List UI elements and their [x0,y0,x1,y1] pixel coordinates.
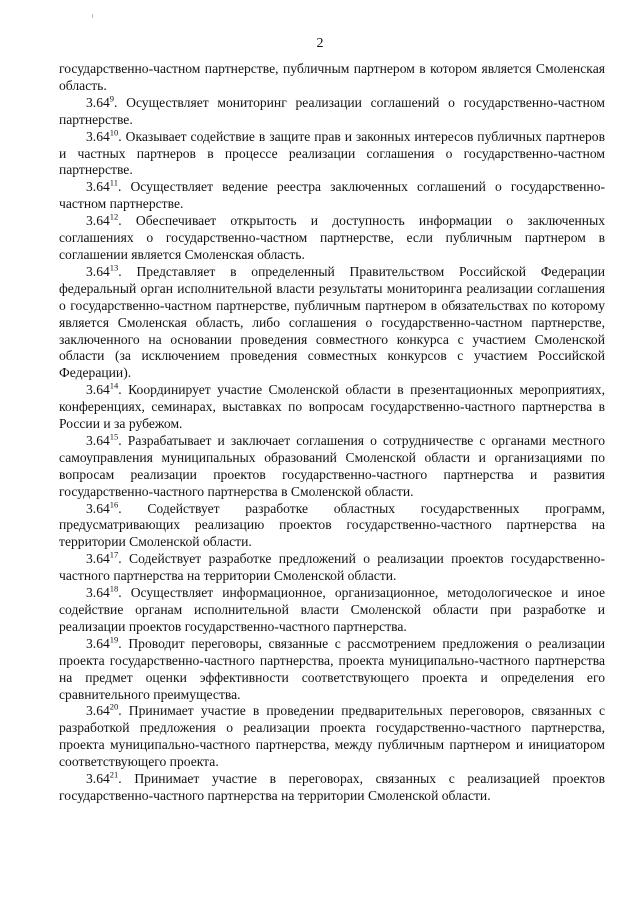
paragraph-number-superscript: 18 [109,583,119,594]
paragraph-number: 3.64$^{21}$. [86,769,135,787]
document-body [59,61,605,805]
paragraph-number-superscript: 20 [109,701,119,712]
paragraph-number: 3.64$^{10}$. [86,127,126,144]
paragraph-3-64-20 [59,703,605,771]
paragraph-3-64-17 [59,551,605,585]
paragraph-number-superscript: 12 [109,211,119,222]
paragraph-3-64-15 [59,433,605,501]
paragraph-number-superscript: 16 [109,499,119,510]
paragraph-3-64-12 [59,213,605,264]
paragraph-number-superscript: 14 [109,380,119,391]
paragraph-3-64-16 [59,501,605,552]
paragraph-text: Осуществляет мониторинг реализации соглашений о государственно-частном партнерстве. [59,94,606,127]
paragraph-number-superscript: 17 [109,549,119,560]
paragraph-number-superscript: 19 [109,634,119,645]
paragraph-number: 3.64$^{14}$. [86,380,129,398]
paragraph-number: 3.64$^{18}$. [86,583,131,601]
scan-artifact [92,14,93,18]
paragraph-number: 3.64$^{13}$. [86,262,137,279]
paragraph-text: Принимает участие в переговорах, связанных с реализацией проектов государственно-частного партнерства на территории Смоленской области. [59,771,605,803]
paragraph-continuation [59,61,605,95]
paragraph-number: 3.64$^{17}$. [86,549,130,567]
paragraph-number: 3.64$^9$. [86,93,127,110]
paragraph-text: Содействует разработке предложений о реализации проектов государственно-частного партнерства на территории Смоленской области. [59,551,606,584]
paragraph-text: Разрабатывает и заключает соглашения о сотрудничестве с органами местного самоуправления муниципальных образований Смоленской области и организациями по вопросам реализации проектов государственно-частного партнерства и развития государственно-частного партнерства в Смоленской области. [59,432,605,499]
paragraph-number-superscript: 9 [109,93,115,104]
paragraph-number: 3.64$^{20}$. [86,701,129,719]
paragraph-text: Координирует участие Смоленской области в презентационных мероприятиях, конференциях, семинарах, выставках по вопросам государственно-частного партнерства в России и за рубежом. [59,382,606,432]
paragraph-3-64-21 [59,771,605,805]
paragraph-text: Оказывает содействие в защите прав и законных интересов публичных партнеров и частных партнеров в процессе реализации соглашения о государственно-частном партнерстве. [59,128,605,178]
paragraph-number: 3.64$^{15}$. [86,431,128,448]
paragraph-text: Представляет в определенный Правительством Российской Федерации федеральный орган исполнительной власти результаты мониторинга реализации соглашения о государственно-частном партнерстве, публичным партнером в обязательствах по которому является Смоленская область, либо соглашения о государственно-частном партнерстве, заключенного на основании проведения совместного конкурса с участием Смоленской области (за исключением проведения совместных конкурсов с участием Российской Федерации). [59,263,605,381]
paragraph-3-64-13 [59,264,605,382]
paragraph-text: Обеспечивает открытость и доступность информации о заключенных соглашениях о государственно-частном партнерстве, если публичным партнером в соглашении является Смоленская область. [59,213,606,262]
page-number: 2 [316,36,324,51]
paragraph-3-64-10 [59,129,605,180]
paragraph-text: Принимает участие в проведении предварительных переговоров, связанных с разработкой предложения о реализации проекта государственно-частного партнерства, проекта муниципально-частного партнерства, между публичным партнером и инициатором соответствующего проекта. [59,703,605,770]
paragraph-3-64-18 [59,585,605,636]
paragraph-3-64-19 [59,636,605,704]
paragraph-number-superscript: 21 [109,769,119,780]
paragraph-3-64-11 [59,179,605,213]
paragraph-text: Осуществляет ведение реестра заключенных соглашений о государственно-частном партнерстве. [59,179,606,212]
paragraph-text: Проводит переговоры, связанные с рассмотрением предложения о реализации проекта государственно-частного партнерства, проекта муниципально-частного партнерства на предмет оценки эффективности соответствующего проекта и определения его сравнительного преимущества. [59,635,605,702]
paragraph-number-superscript: 15 [109,431,119,442]
paragraph-text: государственно-частном партнерстве, публичным партнером в котором является Смоленская область. [59,61,605,93]
paragraph-3-64-14 [59,382,605,433]
paragraph-number: 3.64$^{16}$. [86,499,148,516]
paragraph-3-64-9 [59,95,605,129]
paragraph-number-superscript: 13 [109,262,119,273]
paragraph-number-superscript: 11 [109,177,118,188]
paragraph-number: 3.64$^{11}$. [86,177,131,195]
paragraph-number-superscript: 10 [109,127,119,138]
paragraph-text: Содействует разработке областных государственных программ, предусматривающих реализацию проектов государственно-частного партнерства на территории Смоленской области. [59,500,605,550]
paragraph-number: 3.64$^{12}$. [86,211,136,229]
paragraph-number: 3.64$^{19}$. [86,634,129,651]
paragraph-text: Осуществляет информационное, организационное, методологическое и иное содействие органам исполнительной власти Смоленской области при разработке и реализации проектов государственно-частного партнерства. [59,585,606,634]
